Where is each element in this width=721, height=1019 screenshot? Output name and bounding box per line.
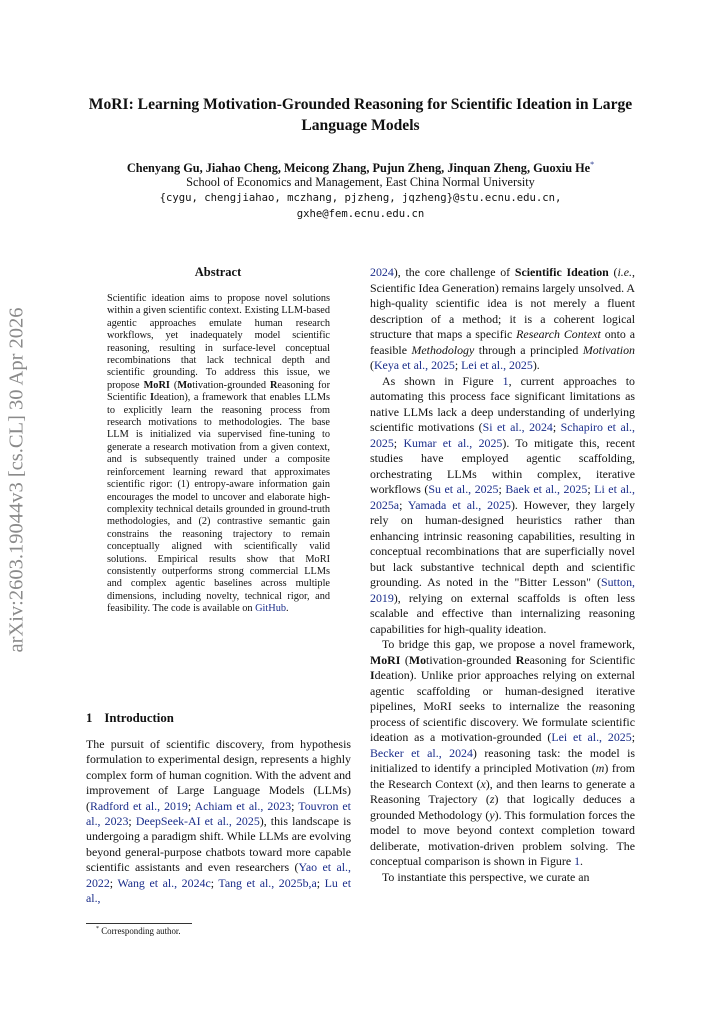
citation-link[interactable]: Li et al., 2025a bbox=[370, 482, 635, 512]
paragraph bbox=[370, 870, 635, 886]
separator: ; bbox=[631, 730, 635, 744]
separator: ; bbox=[291, 798, 299, 813]
abstract-segment: ( bbox=[169, 379, 178, 391]
separator: ; bbox=[393, 435, 404, 450]
mori-name: MoRI bbox=[370, 652, 401, 667]
paragraph bbox=[370, 265, 635, 374]
text-segment: ) from the Research Context ( bbox=[370, 761, 636, 791]
abstract-segment: . bbox=[286, 603, 289, 615]
text-segment: tivation-grounded bbox=[426, 652, 516, 667]
acronym-letter: R bbox=[515, 652, 525, 667]
italic-term: i.e. bbox=[617, 265, 633, 279]
text-segment: The pursuit of scientific discovery, from hypothesis formulation to experimental design, represents a highly complex form of human cognition. With the advent and improvement of Large Language Models (LLMs) ( bbox=[86, 737, 351, 813]
text-segment: To instantiate this perspective, we curate an bbox=[382, 869, 590, 884]
abstract-heading: Abstract bbox=[194, 265, 242, 279]
separator: ; bbox=[454, 358, 462, 372]
text-segment: ( bbox=[400, 652, 409, 667]
italic-term: Motivation bbox=[582, 342, 635, 357]
email-block bbox=[60, 190, 661, 222]
text-segment: As shown in Figure bbox=[382, 373, 503, 388]
acronym-letter: Mo bbox=[177, 379, 193, 391]
email-line-2: gxhe@fem.ecnu.edu.cn bbox=[296, 208, 425, 220]
footnote-mark: * bbox=[96, 926, 99, 933]
abstract-segment: Scientific ideation aims to propose novel solutions within a given scientific context. Existing LLM-based agentic approaches emulate human research workflows, yet inadequately model scientific reasoning, resulting in surface-level conceptual recombinations that lack technical depth and scientific grounding. To address this issue, we propose bbox=[107, 293, 330, 391]
text-segment: ) that logically deduces a grounded Methodology ( bbox=[370, 792, 635, 822]
text-segment: ) reasoning task: the model is initialized to identify a principled Motivation ( bbox=[370, 745, 636, 775]
paper-title: MoRI: Learning Motivation-Grounded Reasoning for Scientific Ideation in Large Language Models bbox=[88, 96, 633, 134]
text-segment: ). However, they largely rely on human-designed heuristics rather than enhancing intrinsic reasoning capabilities, resulting in conceptual recombinations that are superficially novel but lack substantive technical depth and scientific grounding. As noted in the "Bitter Lesson" ( bbox=[370, 497, 636, 589]
corresponding-author-mark[interactable]: * bbox=[590, 160, 595, 169]
email-line-1: {cygu, chengjiahao, mczhang, pjzheng, jqzheng}@stu.ecnu.edu.cn, bbox=[159, 192, 562, 204]
citation-link[interactable]: Touvron et al., 2023 bbox=[86, 798, 351, 829]
affiliation: School of Economics and Management, East China Normal University bbox=[186, 175, 535, 189]
mori-name: MoRI bbox=[143, 379, 170, 391]
citation-link[interactable]: Schapiro et al., 2025 bbox=[370, 420, 635, 450]
citation-link[interactable]: Keya et al., 2025 bbox=[373, 358, 455, 372]
intro-paragraph bbox=[86, 737, 351, 906]
section-heading-introduction bbox=[86, 711, 174, 726]
citation-link[interactable]: Becker et al., 2024 bbox=[370, 745, 473, 760]
figure-ref-link[interactable]: 1 bbox=[502, 373, 509, 388]
math-symbol: m bbox=[595, 761, 605, 775]
citation-link[interactable]: Kumar et al., 2025 bbox=[403, 435, 503, 450]
text-segment: ), relying on external scaffolds is often less scalable and effective than internalizing reasoning capabilities for high-quality ideation. bbox=[370, 590, 635, 636]
text-segment: onto a feasible bbox=[370, 327, 635, 357]
text-segment: through a principled bbox=[474, 342, 583, 357]
text-segment: ( bbox=[608, 265, 618, 279]
separator: ; bbox=[399, 497, 408, 512]
separator: ; bbox=[128, 814, 136, 829]
author-names: Chenyang Gu, Jiahao Cheng, Meicong Zhang, Pujun Zheng, Jinquan Zheng, Guoxiu He bbox=[126, 161, 591, 176]
text-segment: ). To mitigate this, recent studies have employed agentic scaffolding, orchestrating LLMs within complex, iterative workflows ( bbox=[370, 435, 635, 496]
github-link[interactable]: GitHub bbox=[255, 603, 287, 615]
separator: ; bbox=[316, 875, 325, 890]
abstract-text bbox=[107, 293, 330, 616]
abstract-segment: easoning for Scientific bbox=[107, 379, 330, 404]
footnote-divider bbox=[86, 923, 192, 924]
text-segment: ). This formulation forces the model to move beyond context completion toward deliberate, motivation-driven problem solving. The conceptual comparison is shown in Figure bbox=[370, 807, 635, 868]
citation-link[interactable]: Si et al., 2024 bbox=[482, 420, 553, 434]
text-segment: ( bbox=[370, 358, 374, 372]
separator: ; bbox=[210, 875, 219, 890]
citation-link[interactable]: Lu et al., bbox=[86, 875, 352, 906]
math-symbol: y bbox=[489, 807, 495, 822]
text-segment: deation). Unlike prior approaches relying on external agentic scaffolding or human-designed iterative pipelines, MoRI seeks to internalize the reasoning process of scientific discovery. We formulate scientific ideation as a motivation-grounded ( bbox=[370, 668, 635, 744]
math-symbol: z bbox=[489, 792, 495, 806]
abstract-segment: tivation-grounded bbox=[192, 379, 270, 391]
citation-link[interactable]: Yao et al., 2022 bbox=[86, 860, 351, 890]
figure-ref-link[interactable]: 1 bbox=[574, 854, 581, 868]
footnote-text: Corresponding author. bbox=[101, 926, 181, 936]
italic-term: Research Context bbox=[516, 327, 601, 341]
text-segment: ), and then learns to generate a Reasoning Trajectory ( bbox=[370, 776, 635, 806]
separator: ; bbox=[587, 482, 595, 496]
separator: ; bbox=[109, 875, 118, 890]
bold-term: Scientific Ideation bbox=[514, 265, 609, 279]
math-symbol: x bbox=[480, 776, 486, 791]
separator: ; bbox=[498, 482, 506, 496]
citation-link[interactable]: Lei et al., 2025 bbox=[461, 358, 533, 372]
citation-link[interactable]: Su et al., 2025 bbox=[428, 482, 499, 496]
citation-link[interactable]: Achiam et al., 2023 bbox=[194, 798, 292, 813]
citation-link[interactable]: Baek et al., 2025 bbox=[505, 482, 588, 496]
text-segment: , current approaches to automating this process face significant limitations as native LLMs lack a deep understanding of underlying scientific motivations ( bbox=[370, 373, 635, 434]
citation-link[interactable]: Lei et al., 2025 bbox=[551, 730, 632, 744]
citation-link[interactable]: 2024 bbox=[370, 265, 394, 279]
acronym-letter: R bbox=[269, 379, 278, 391]
section-number: 1 bbox=[86, 711, 93, 725]
footnote bbox=[96, 926, 181, 936]
acronym-letter: I bbox=[370, 668, 375, 682]
text-segment: . bbox=[580, 854, 584, 868]
separator: ; bbox=[187, 798, 195, 813]
text-segment: ). bbox=[532, 358, 540, 372]
acronym-letter: Mo bbox=[408, 652, 427, 667]
right-column bbox=[370, 265, 635, 885]
arxiv-id-text: arXiv:2603.19044v3 [cs.CL] 30 Apr 2026 bbox=[5, 307, 28, 653]
citation-link[interactable]: Sutton, 2019 bbox=[370, 575, 635, 605]
text-segment: easoning for Scientific bbox=[524, 652, 635, 667]
text-segment: ), the core challenge of bbox=[393, 265, 515, 279]
text-segment: To bridge this gap, we propose a novel framework, bbox=[382, 637, 635, 651]
separator: ; bbox=[552, 420, 561, 434]
acronym-letter: I bbox=[150, 392, 155, 404]
paragraph bbox=[370, 374, 635, 638]
citation-link[interactable]: DeepSeek-AI et al., 2025 bbox=[135, 814, 260, 829]
citation-link[interactable]: Wang et al., 2024c bbox=[117, 875, 211, 890]
text-segment: , Scientific Idea Generation) remains largely unsolved. A high-quality scientific idea is not merely a fluent description of a method; it is a coherent logical structure that maps a specific bbox=[370, 265, 635, 341]
italic-term: Methodology bbox=[411, 342, 475, 357]
citation-link[interactable]: Tang et al., 2025b,a bbox=[218, 875, 317, 890]
abstract-segment: deation), a framework that enables LLMs to explicitly learn the reasoning process from research motivations to methodologies. The base LLM is initialized via supervised fine-tuning to generate a research motivation from a given context, and is subsequently trained under a composite reinforcement learning reward that approximates scientific rigor: (1) entropy-aware information gain encourages the model to uncover and elaborate high-complexity technical details grounded in ground-truth methodologies, and (2) contrastive semantic gain constrains the reasoning trajectory to remain conceptually aligned with scientifically valid solutions. Empirical results show that MoRI consistently outperforms strong commercial LLMs and complex agentic baselines across multiple dimensions, including novelty, technical rigor, and feasibility. The code is available on bbox=[107, 392, 330, 615]
citation-link[interactable]: Radford et al., 2019 bbox=[89, 798, 188, 813]
text-segment: ), this landscape is undergoing a paradigm shift. While LLMs are evolving beyond general-purpose chatbots toward more capable scientific assistants and even researchers ( bbox=[86, 814, 352, 875]
section-title: Introduction bbox=[104, 711, 174, 725]
paragraph bbox=[370, 637, 635, 870]
citation-link[interactable]: Yamada et al., 2025 bbox=[407, 497, 511, 512]
